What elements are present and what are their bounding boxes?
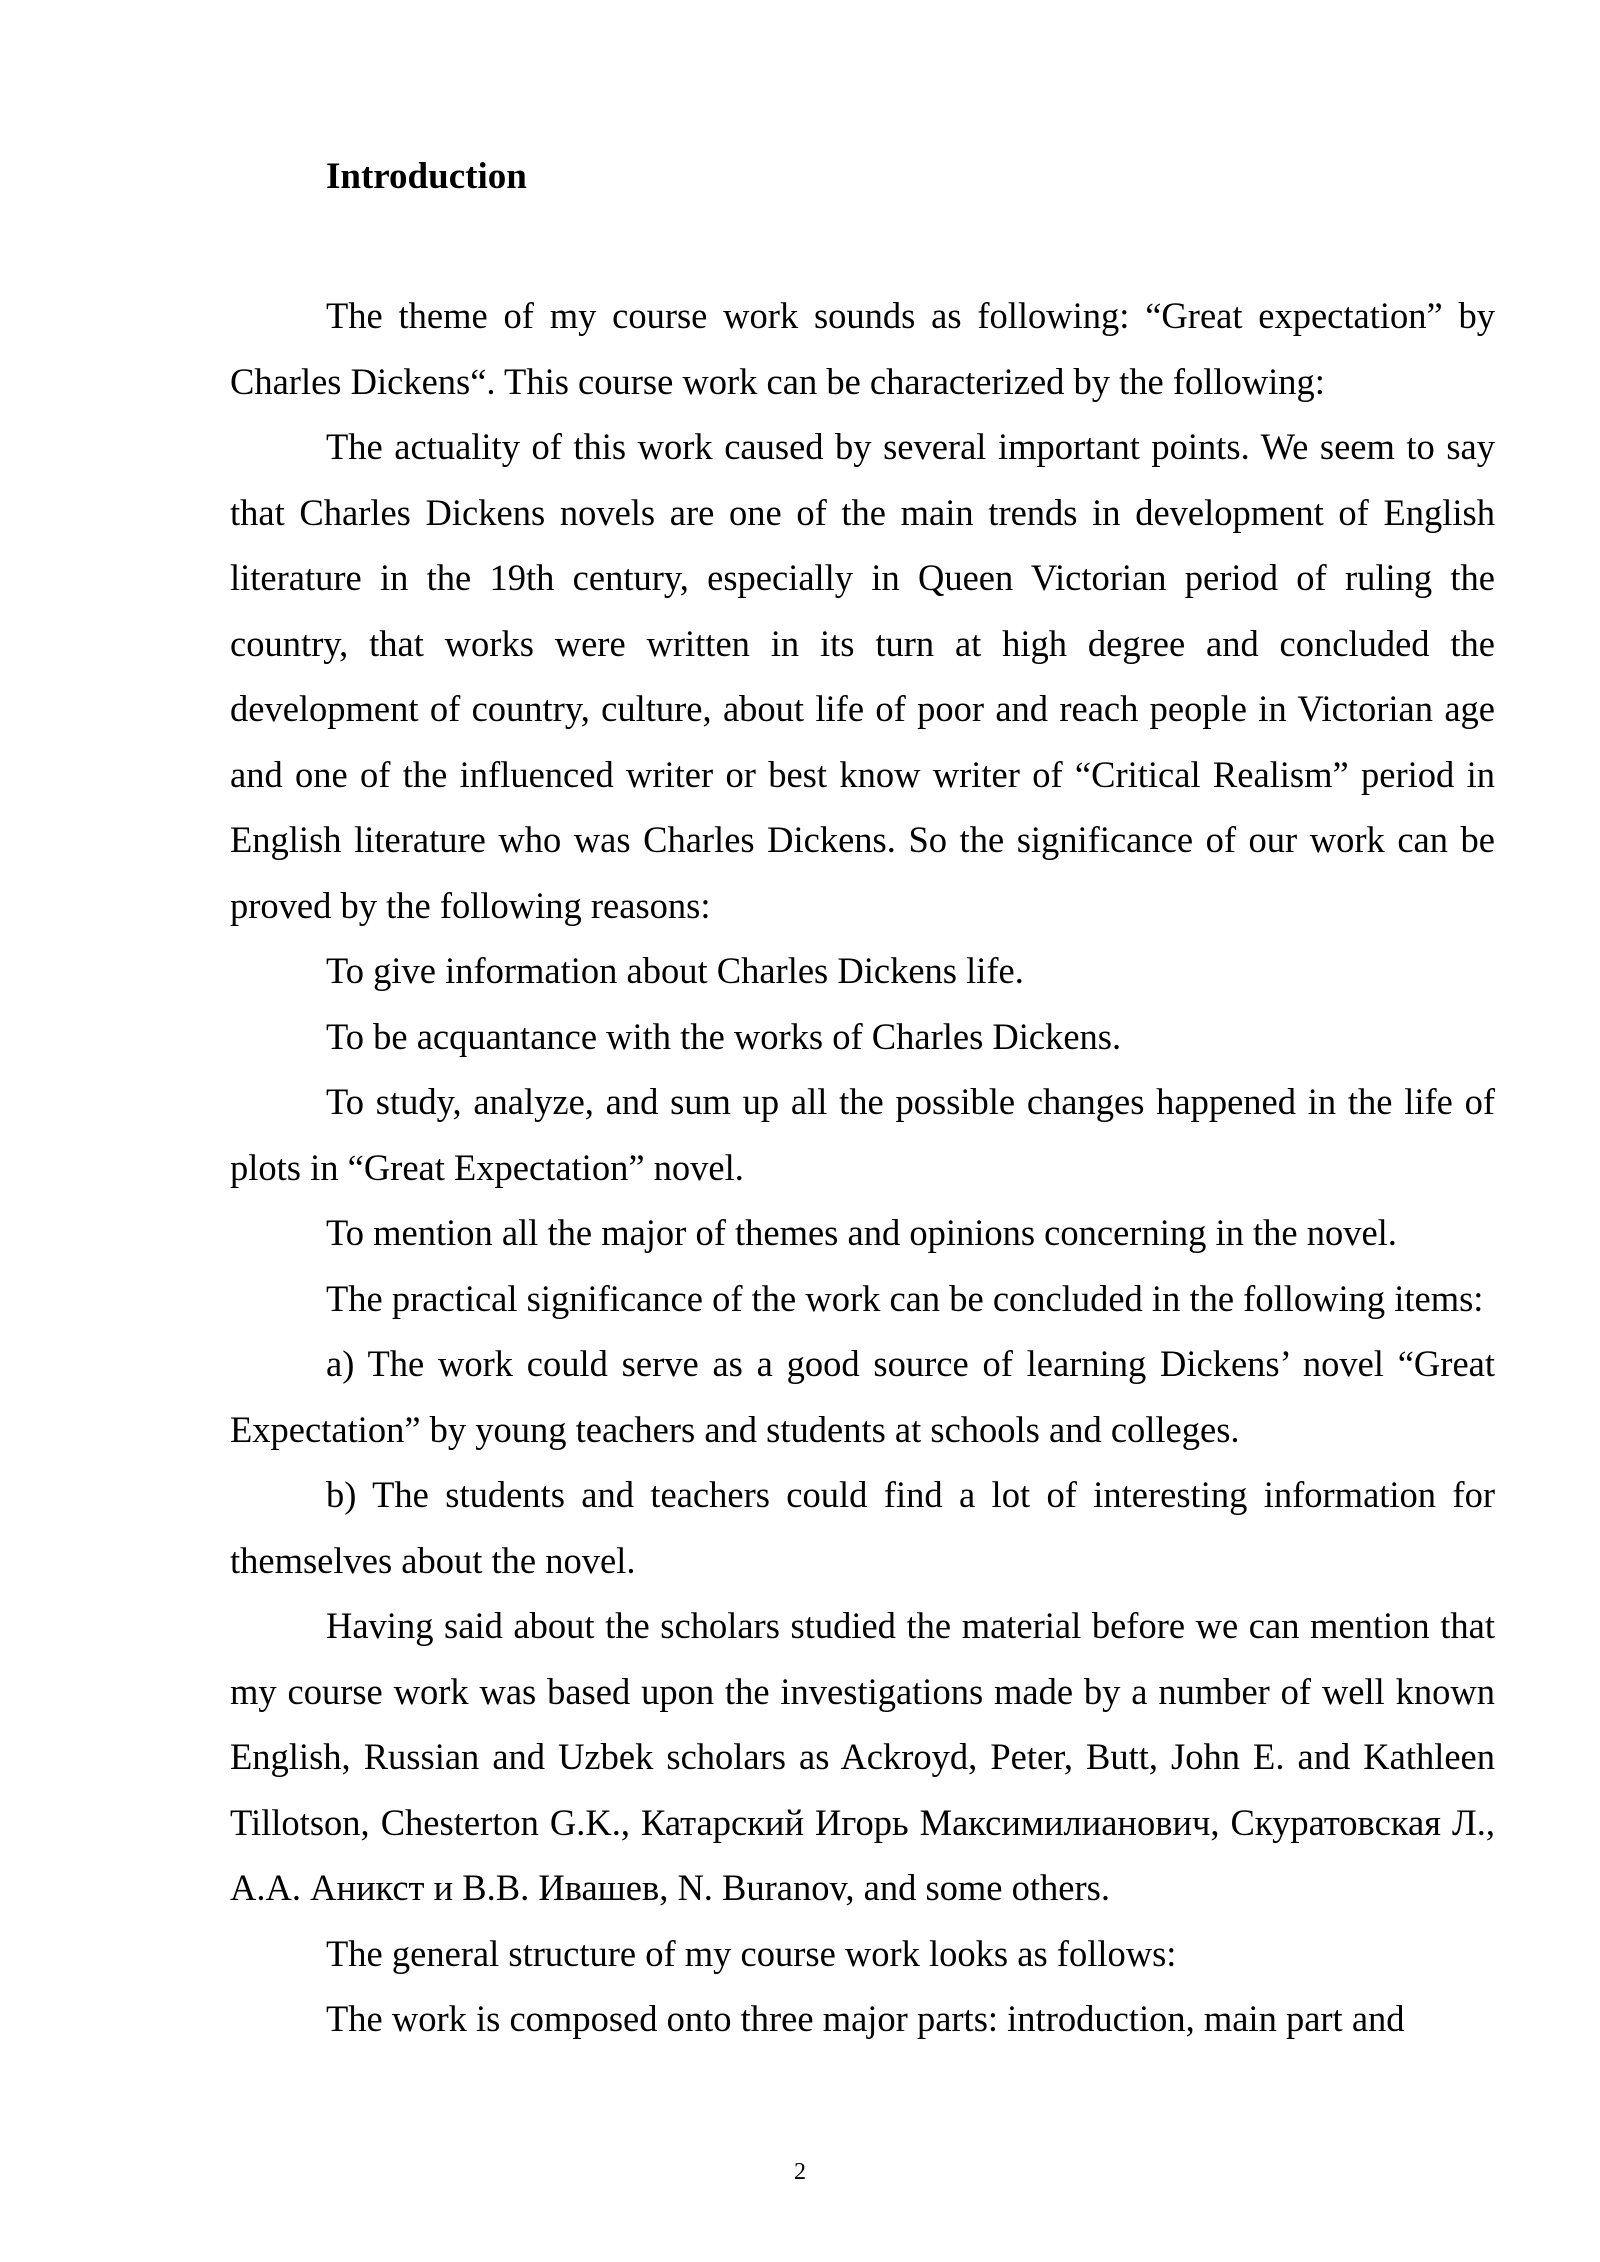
paragraph-item-b: b) The students and teachers could find a lot of interesting information for themselves about the novel. (230, 1474, 1495, 1581)
paragraph-theme: The theme of my course work sounds as following: “Great expectation” by Charles Dickens“. This course work can be characterized by the following: (230, 295, 1495, 402)
paragraph-goal-life: To give information about Charles Dickens life. (326, 950, 1024, 991)
body-text (230, 283, 1495, 2052)
paragraph-item-a: a) The work could serve as a good source of learning Dickens’ novel “Great Expectation” by young teachers and students at schools and colleges. (230, 1343, 1495, 1450)
page-number: 2 (794, 2159, 806, 2185)
paragraph-goal-study: To study, analyze, and sum up all the possible changes happened in the life of plots in “Great Expectation” novel. (230, 1081, 1495, 1188)
section-heading: Introduction (326, 156, 527, 197)
paragraph-composition: The work is composed onto three major parts: introduction, main part and (326, 1998, 1405, 2039)
paragraph-actuality: The actuality of this work caused by several important points. We seem to say that Charles Dickens novels are one of the main trends in development of English literature in the 19th century, especially in Queen Victorian period of ruling the country, that works were written in its turn at high degree and concluded the development of country, culture, about life of poor and reach people in Victorian age and one of the influenced writer or best know writer of “Critical Realism” period in English literature who was Charles Dickens. So the significance of our work can be proved by the following reasons: (230, 426, 1495, 926)
paragraph-structure: The general structure of my course work looks as follows: (326, 1932, 1177, 1974)
paragraph-scholars: Having said about the scholars studied the material before we can mention that my course work was based upon the investigations made by a number of well known English, Russian and Uzbek scholars as Ackroyd, Peter, Butt, John E. and Kathleen Tillotson, Chesterton G.K., Катарский Игорь Максимилианович, Скуратовская Л., А.А. Аникст и В.В. Ивашев, N. Buranov, and some others. (230, 1605, 1495, 1908)
paragraph-goal-works: To be acquantance with the works of Charles Dickens. (326, 1015, 1122, 1057)
paragraph-practical-significance: The practical significance of the work can be concluded in the following items: (326, 1277, 1484, 1319)
paragraph-goal-themes: To mention all the major of themes and opinions concerning in the novel. (326, 1212, 1397, 1253)
